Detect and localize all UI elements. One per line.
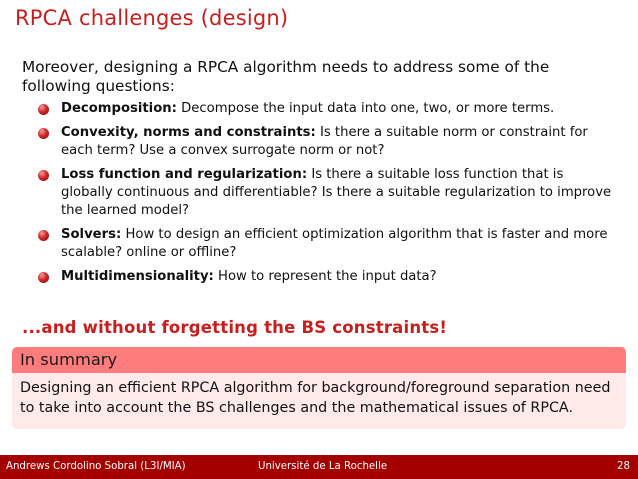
- list-item: [38, 166, 618, 220]
- item-term: Decomposition:: [61, 101, 177, 116]
- frame-title: RPCA challenges (design): [15, 6, 289, 30]
- item-term: Solvers:: [61, 227, 122, 242]
- footer-institution: Université de La Rochelle: [258, 461, 388, 472]
- item-term: Convexity, norms and constraints:: [61, 125, 316, 140]
- summary-block-body: Designing an efficient RPCA algorithm for background/foreground separation need to take into account the BS challenges and the mathematical issues of RPCA.: [12, 373, 626, 429]
- bullet-ball-icon: [38, 272, 49, 283]
- bullet-ball-icon: [38, 128, 49, 139]
- alert-text: ...and without forgetting the BS constraints!: [22, 318, 448, 337]
- item-term: Multidimensionality:: [61, 269, 214, 284]
- list-item: [38, 124, 618, 160]
- item-term: Loss function and regularization:: [61, 167, 308, 182]
- item-text: How to design an efficient optimization algorithm that is faster and more scalable? online or offline?: [61, 227, 608, 260]
- intro-text: Moreover, designing a RPCA algorithm needs to address some of the following questions:: [22, 58, 550, 95]
- page-number: 28: [617, 461, 630, 472]
- item-text: Is there a suitable norm or constraint for each term? Use a convex surrogate norm or not?: [61, 125, 588, 158]
- summary-block-title: In summary: [12, 347, 626, 373]
- bullet-ball-icon: [38, 230, 49, 241]
- question-list: [38, 100, 618, 286]
- item-text: Is there a suitable loss function that is globally continuous and differentiable? Is there a suitable regularization to improve the learned model?: [61, 167, 612, 218]
- bullet-ball-icon: [38, 170, 49, 181]
- list-item: [38, 100, 618, 118]
- summary-block: [12, 347, 626, 429]
- list-item: [38, 226, 618, 262]
- bullet-ball-icon: [38, 104, 49, 115]
- list-item: [38, 268, 618, 286]
- item-text: How to represent the input data?: [218, 269, 437, 284]
- footer-bar: [0, 455, 638, 479]
- item-text: Decompose the input data into one, two, or more terms.: [181, 101, 555, 116]
- footer-author: Andrews Cordolino Sobral (L3I/MIA): [6, 461, 186, 472]
